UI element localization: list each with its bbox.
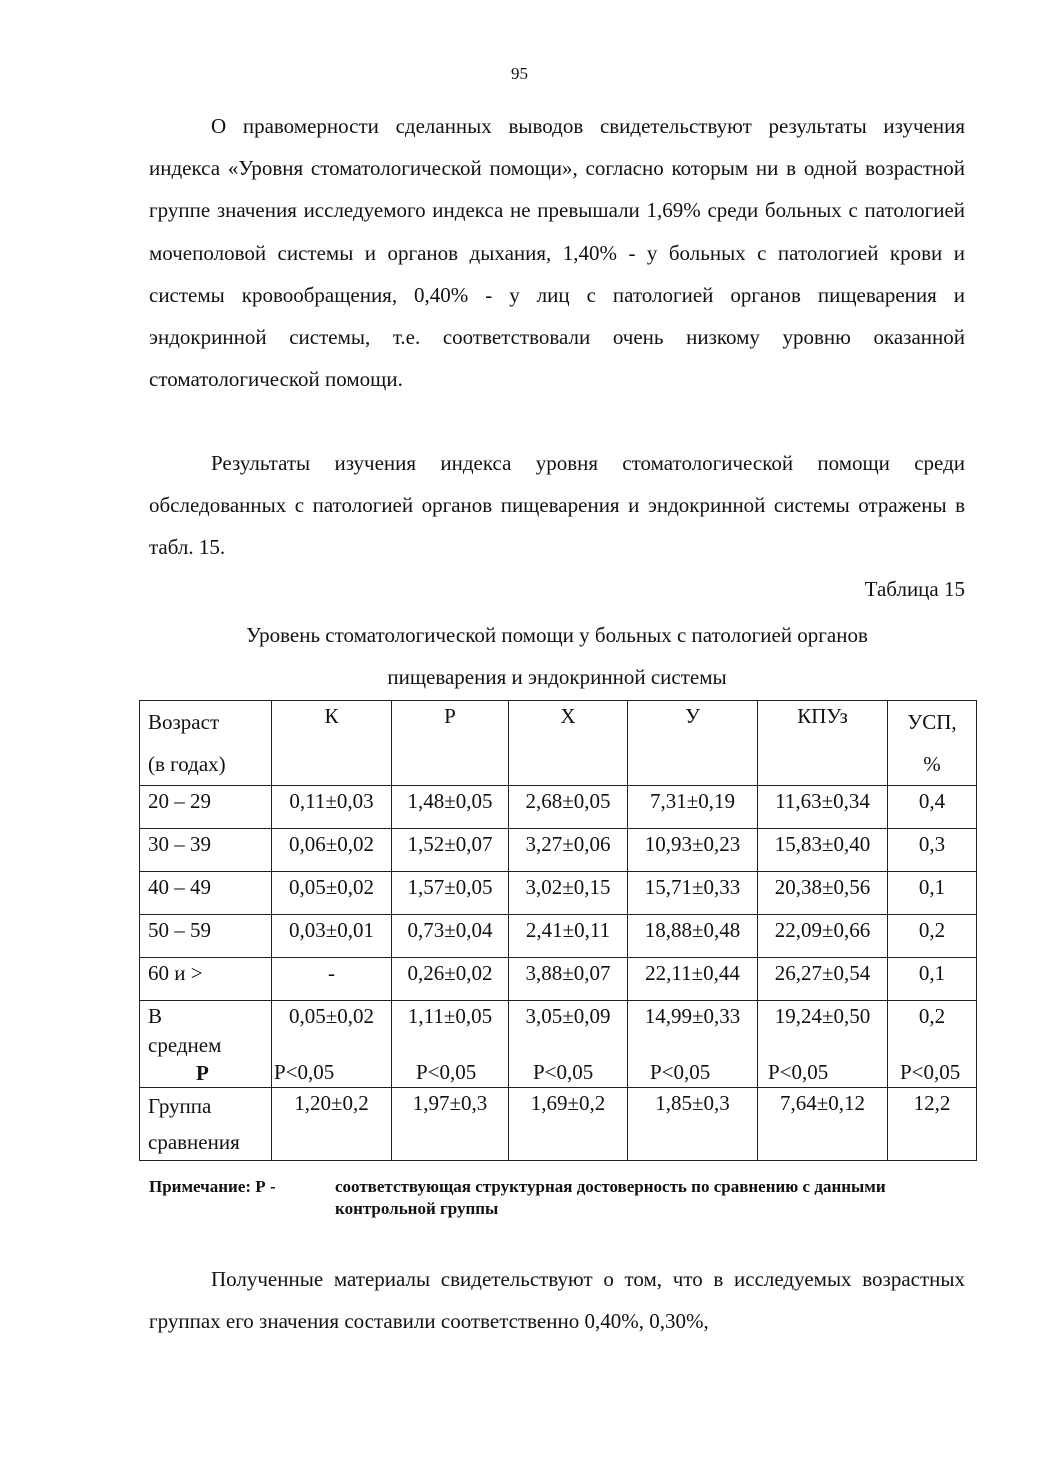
- header-usp: [888, 701, 977, 786]
- header-age-line-1: Возраст: [148, 710, 220, 734]
- table-caption-line-1: Уровень стоматологической помощи у больных с патологией органов: [246, 623, 868, 647]
- table-row: [140, 786, 977, 829]
- average-label-line-3: Р: [196, 1061, 209, 1085]
- note-text: соответствующая структурная достоверность по сравнению с данными контрольной группы: [335, 1177, 886, 1218]
- cell-k: 0,03±0,01: [272, 915, 392, 958]
- cell-kpu: 22,09±0,66: [758, 915, 888, 958]
- cell-kpu: 26,27±0,54: [758, 958, 888, 1001]
- cell-k: -: [272, 958, 392, 1001]
- cell-x: 3,88±0,07: [509, 958, 628, 1001]
- table-row: [140, 829, 977, 872]
- cell-kpu: 15,83±0,40: [758, 829, 888, 872]
- cell-p: 0,73±0,04: [392, 915, 509, 958]
- cell-kpu: 11,63±0,34: [758, 786, 888, 829]
- header-age-line-2: (в годах): [148, 752, 226, 776]
- table-row: [140, 958, 977, 1001]
- comparison-label-line-1: Группа: [148, 1094, 212, 1118]
- cell-age: 30 – 39: [140, 829, 272, 872]
- average-p-significance: Р<0,05: [416, 1060, 477, 1084]
- paragraph-1: [149, 105, 965, 400]
- header-u: У: [628, 701, 758, 786]
- data-table: [139, 700, 977, 1161]
- cell-u: 18,88±0,48: [628, 915, 758, 958]
- table-row-comparison: [140, 1088, 977, 1161]
- table-row: [140, 915, 977, 958]
- header-p: Р: [392, 701, 509, 786]
- note-label: Примечание: Р -: [149, 1177, 276, 1196]
- average-kpu-significance: Р<0,05: [768, 1060, 829, 1084]
- cell-average-usp: [888, 1001, 977, 1088]
- cell-age: 50 – 59: [140, 915, 272, 958]
- cell-age: 20 – 29: [140, 786, 272, 829]
- cell-comparison-u: 1,85±0,3: [628, 1088, 758, 1161]
- cell-usp: 0,4: [888, 786, 977, 829]
- average-u-significance: Р<0,05: [650, 1060, 711, 1084]
- cell-comparison-p: 1,97±0,3: [392, 1088, 509, 1161]
- average-label-line-2: среднем: [148, 1033, 222, 1057]
- cell-comparison-label: [140, 1088, 272, 1161]
- cell-k: 0,06±0,02: [272, 829, 392, 872]
- cell-average-k: [272, 1001, 392, 1088]
- paragraph-1-text: О правомерности сделанных выводов свидетельствуют результаты изучения индекса «Уровня стоматологической помощи», согласно которым ни в одной возрастной группе значения исследуемого индекса не превышали 1,69% среди больных с патологией мочеполовой системы и органов дыхания, 1,40% - у больных с патологией крови и системы кровообращения, 0,40% - у лиц с патологией органов пищеварения и эндокринной системы, т.е. соответствовали очень низкому уровню оказанной стоматологической помощи.: [149, 114, 965, 392]
- cell-x: 3,02±0,15: [509, 872, 628, 915]
- cell-u: 7,31±0,19: [628, 786, 758, 829]
- cell-average-x: [509, 1001, 628, 1088]
- paragraph-3-text: Полученные материалы свидетельствуют о том, что в исследуемых возрастных группах его значения составили соответственно 0,40%, 0,30%,: [149, 1267, 965, 1334]
- average-p-value: 1,11±0,05: [407, 1004, 493, 1028]
- paragraph-2: [149, 442, 965, 569]
- table-row: [140, 872, 977, 915]
- average-x-significance: Р<0,05: [533, 1060, 594, 1084]
- cell-usp: 0,1: [888, 872, 977, 915]
- paragraph-2-text: Результаты изучения индекса уровня стоматологической помощи среди обследованных с патологией органов пищеварения и эндокринной системы отражены в табл. 15.: [149, 451, 965, 560]
- header-x: Х: [509, 701, 628, 786]
- header-age: [140, 701, 272, 786]
- paragraph-3: [149, 1258, 965, 1342]
- average-u-value: 14,99±0,33: [644, 1004, 741, 1028]
- table-header-row: [140, 701, 977, 786]
- average-k-value: 0,05±0,02: [288, 1004, 375, 1028]
- table-row-average: [140, 1001, 977, 1088]
- cell-k: 0,11±0,03: [272, 786, 392, 829]
- cell-comparison-x: 1,69±0,2: [509, 1088, 628, 1161]
- cell-p: 0,26±0,02: [392, 958, 509, 1001]
- average-usp-value: 0,2: [918, 1004, 946, 1028]
- average-label-line-1: В: [148, 1004, 163, 1028]
- cell-x: 2,68±0,05: [509, 786, 628, 829]
- average-k-significance: Р<0,05: [274, 1060, 335, 1084]
- cell-usp: 0,2: [888, 915, 977, 958]
- cell-u: 15,71±0,33: [628, 872, 758, 915]
- cell-average-label: [140, 1001, 272, 1088]
- cell-p: 1,57±0,05: [392, 872, 509, 915]
- cell-u: 10,93±0,23: [628, 829, 758, 872]
- average-kpu-value: 19,24±0,50: [774, 1004, 871, 1028]
- cell-comparison-usp: 12,2: [888, 1088, 977, 1161]
- cell-x: 3,27±0,06: [509, 829, 628, 872]
- cell-p: 1,48±0,05: [392, 786, 509, 829]
- cell-u: 22,11±0,44: [628, 958, 758, 1001]
- average-usp-significance: Р<0,05: [900, 1060, 961, 1084]
- header-k: К: [272, 701, 392, 786]
- cell-p: 1,52±0,07: [392, 829, 509, 872]
- table-caption: [149, 614, 965, 698]
- cell-average-kpu: [758, 1001, 888, 1088]
- page-number: 95: [511, 64, 528, 83]
- cell-age: 40 – 49: [140, 872, 272, 915]
- average-x-value: 3,05±0,09: [525, 1004, 611, 1028]
- cell-usp: 0,1: [888, 958, 977, 1001]
- header-usp-line-2: %: [923, 752, 941, 776]
- table-caption-line-2: пищеварения и эндокринной системы: [387, 665, 727, 689]
- cell-k: 0,05±0,02: [272, 872, 392, 915]
- table-label: Таблица 15: [864, 577, 965, 601]
- comparison-label-line-2: сравнения: [148, 1130, 240, 1154]
- cell-usp: 0,3: [888, 829, 977, 872]
- cell-comparison-kpu: 7,64±0,12: [758, 1088, 888, 1161]
- header-usp-line-1: УСП,: [907, 710, 957, 734]
- cell-kpu: 20,38±0,56: [758, 872, 888, 915]
- cell-average-p: [392, 1001, 509, 1088]
- header-kpu: КПУз: [758, 701, 888, 786]
- cell-age: 60 и >: [140, 958, 272, 1001]
- cell-comparison-k: 1,20±0,2: [272, 1088, 392, 1161]
- cell-x: 2,41±0,11: [509, 915, 628, 958]
- cell-average-u: [628, 1001, 758, 1088]
